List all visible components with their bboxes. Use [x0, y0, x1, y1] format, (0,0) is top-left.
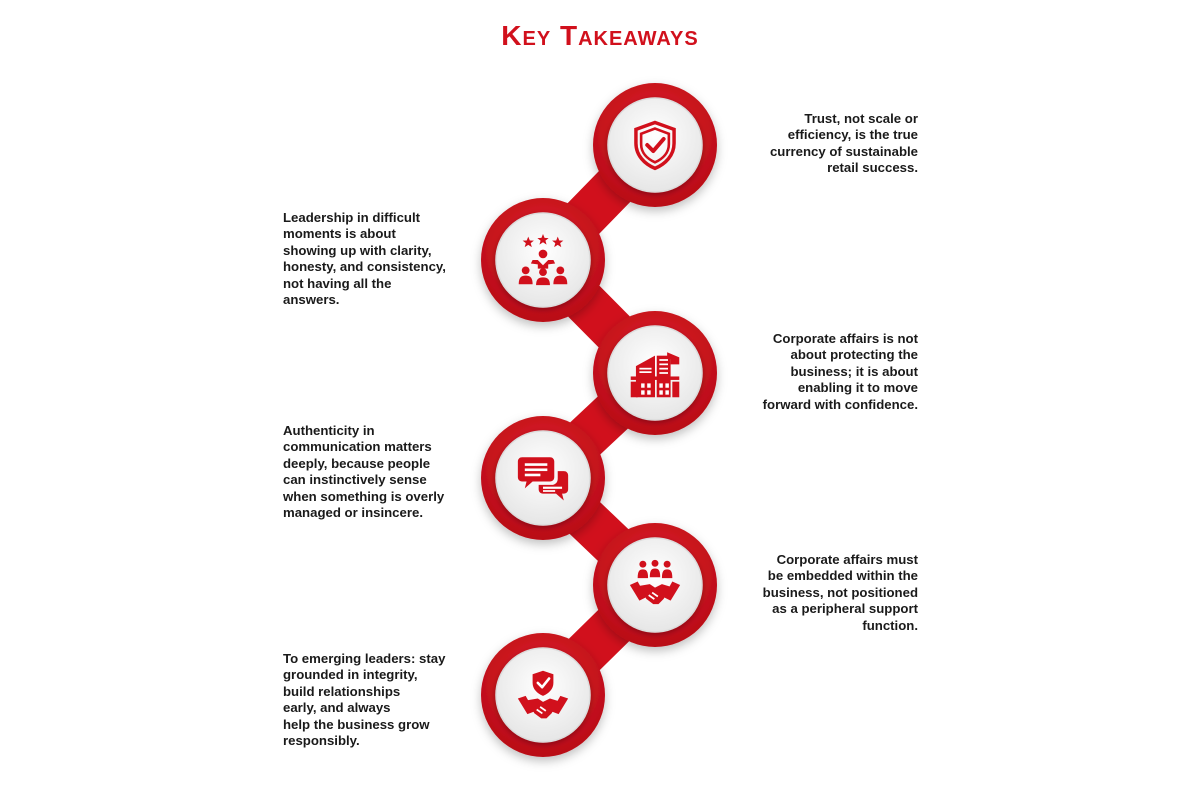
takeaway-node: [593, 311, 717, 435]
takeaway-node: [593, 83, 717, 207]
takeaway-node: [481, 416, 605, 540]
takeaway-node: [593, 523, 717, 647]
node-disc: [496, 213, 590, 307]
takeaway-text: To emerging leaders: stay grounded in integrity, build relationships early, and always help the business grow responsibly.: [283, 651, 446, 749]
takeaway-text: Corporate affairs must be embedded within the business, not positioned as a peripheral support function.: [762, 552, 918, 633]
node-disc: [608, 538, 702, 632]
takeaway-node: [481, 198, 605, 322]
takeaway-text: Authenticity in communication matters deeply, because people can instinctively sense when something is overly managed or insincere.: [283, 423, 445, 521]
takeaway-text: Corporate affairs is not about protecting the business; it is about enabling it to move forward with confidence.: [762, 331, 918, 412]
takeaway-node: [481, 633, 605, 757]
takeaway-text: Leadership in difficult moments is about showing up with clarity, honesty, and consistency, not having all the answers.: [283, 210, 446, 308]
takeaway-text: Trust, not scale or efficiency, is the true currency of sustainable retail success.: [769, 111, 918, 176]
page-title: Key Takeaways: [501, 20, 699, 51]
node-disc: [608, 98, 702, 192]
